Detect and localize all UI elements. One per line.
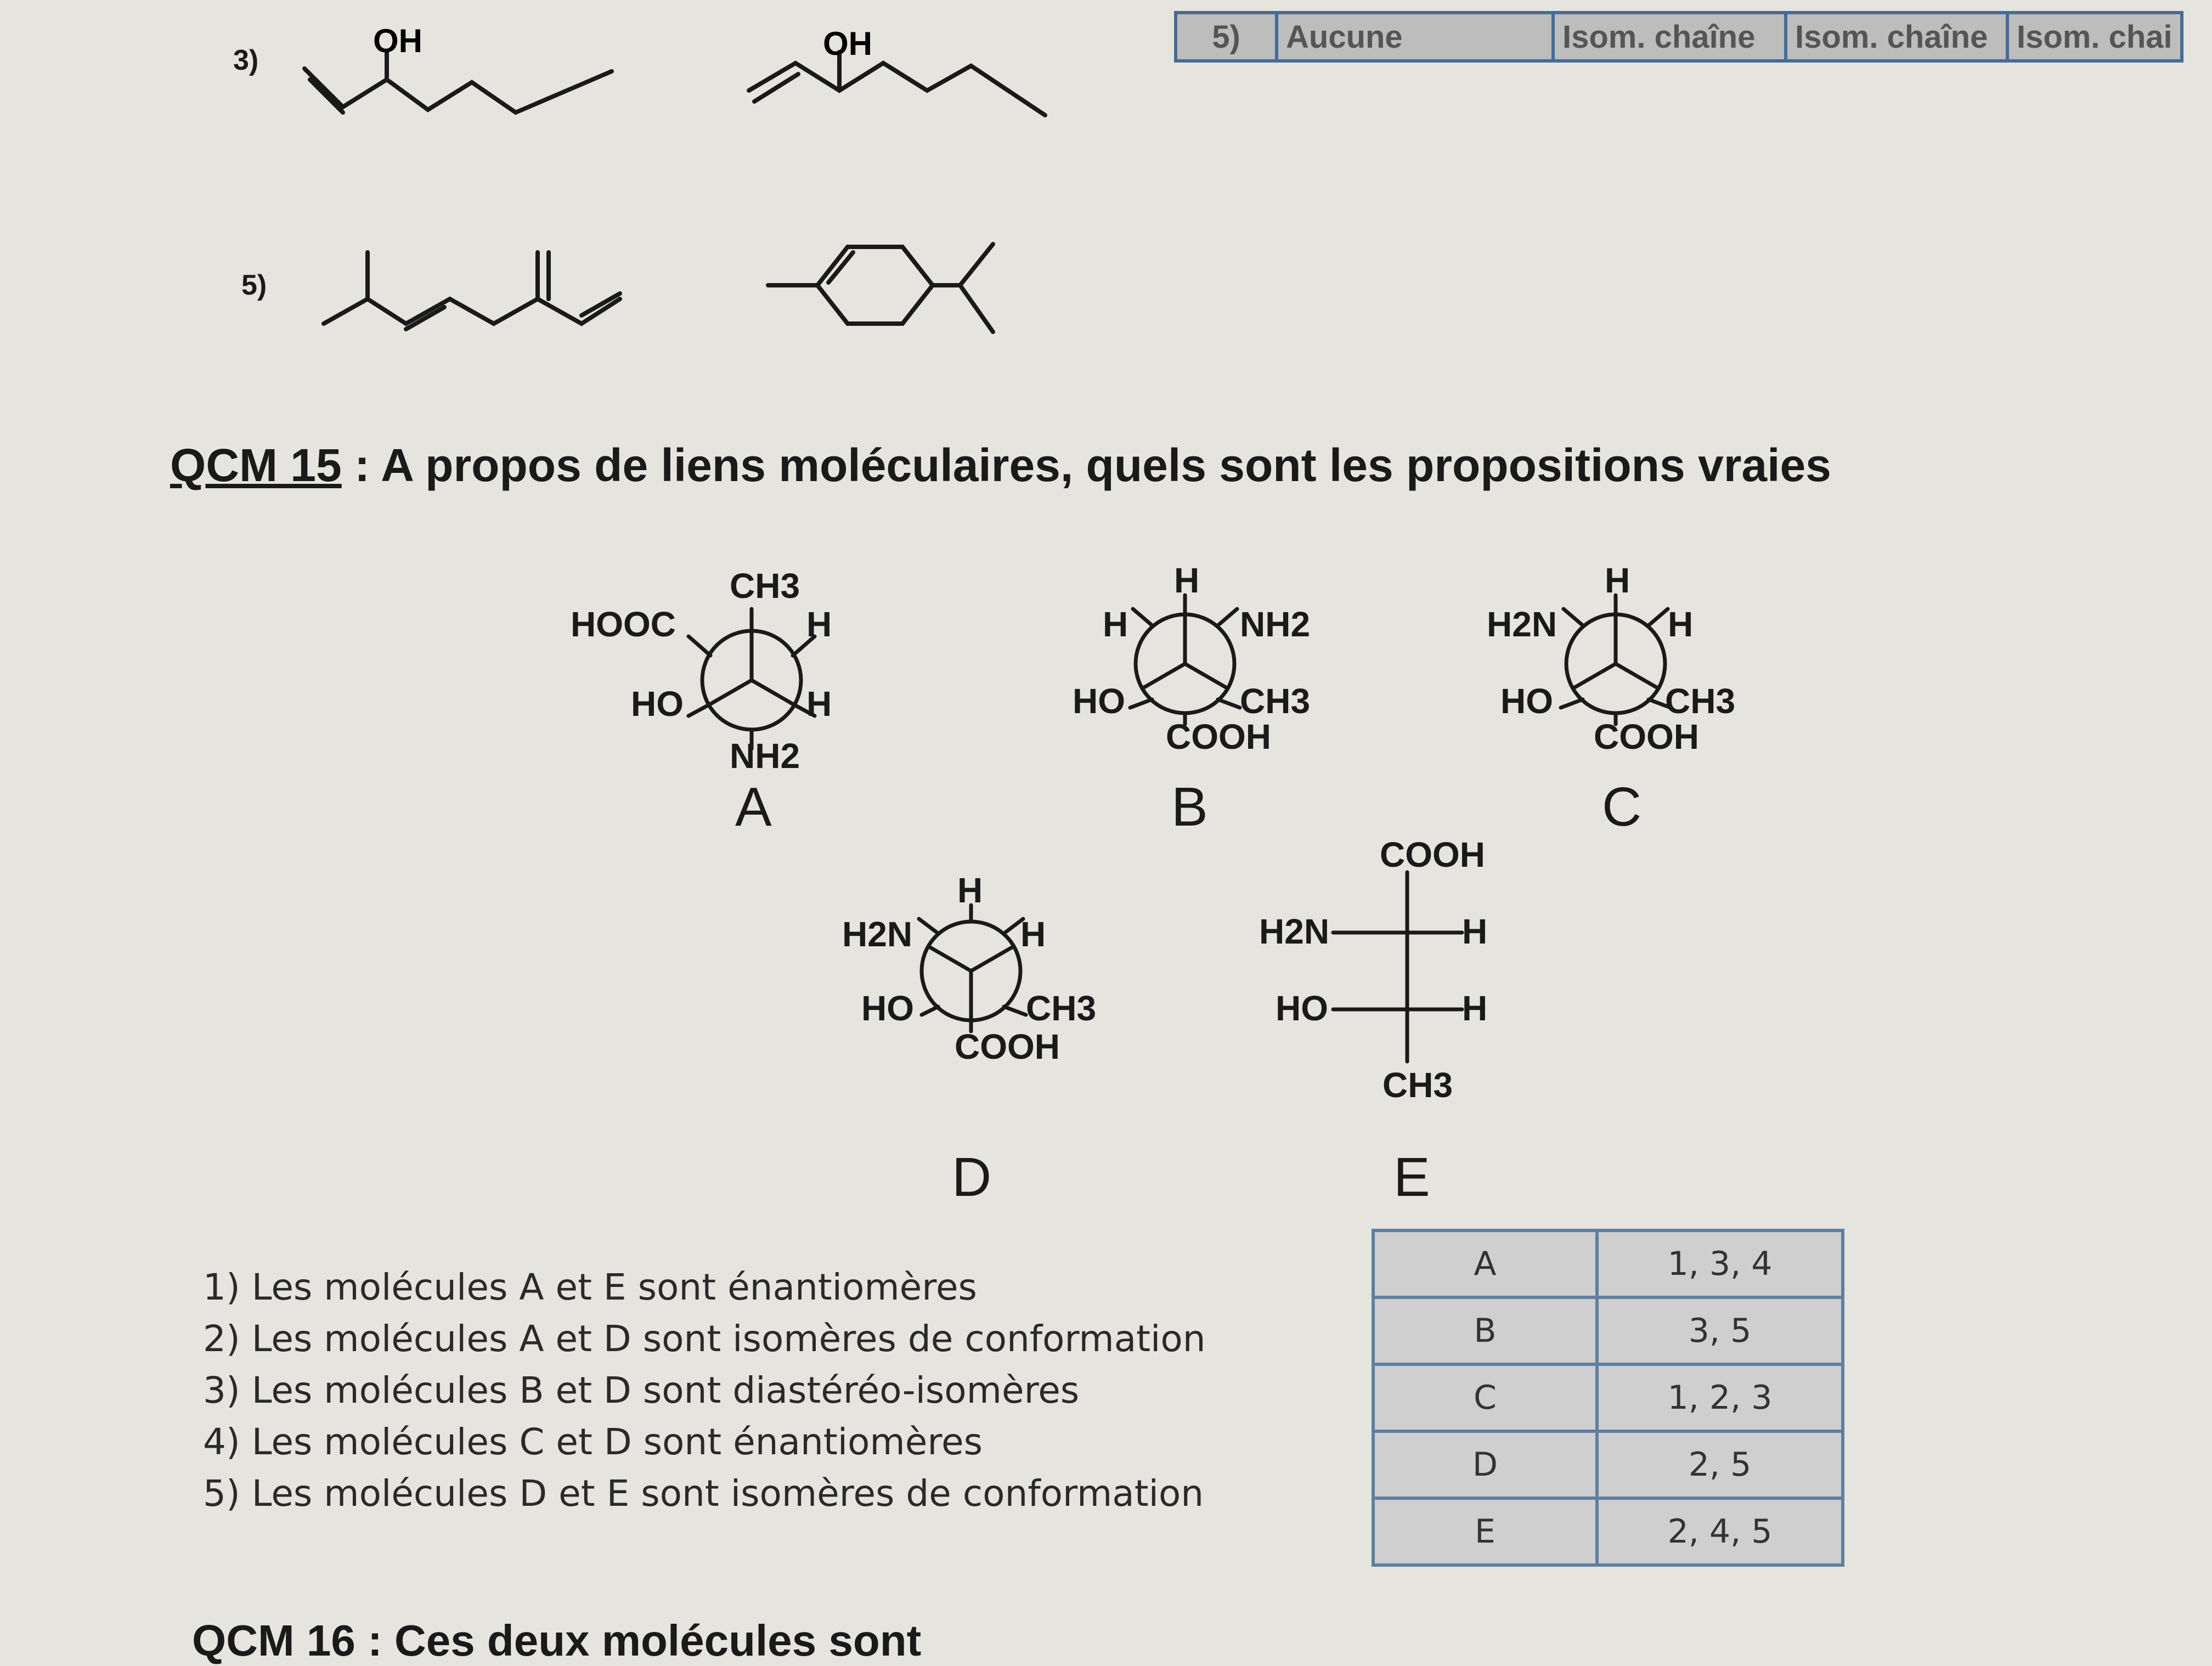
answer-key: A: [1373, 1230, 1597, 1297]
oh-label: OH: [373, 22, 422, 59]
substituent-label: H: [1020, 914, 1046, 954]
molecule-label: B: [1171, 776, 1208, 838]
substituent-label: HO: [1276, 989, 1328, 1028]
substituent-label: H: [1605, 561, 1630, 600]
substituent-label: COOH: [1166, 717, 1271, 756]
substituent-label: HOOC: [571, 605, 676, 644]
table-row: [1373, 1498, 1843, 1565]
substituent-label: COOH: [955, 1027, 1060, 1066]
previous-answer-row-label: 5): [1176, 13, 1277, 61]
substituent-label: H2N: [1487, 605, 1558, 644]
answer-value: 2, 4, 5: [1597, 1498, 1843, 1565]
previous-answer-cell: Aucune: [1277, 13, 1553, 61]
table-row: [1373, 1297, 1843, 1364]
question-number: QCM 15: [170, 439, 342, 491]
molecule-label: E: [1393, 1147, 1430, 1208]
substituent-label: H: [1103, 605, 1128, 644]
substituent-label: CH3: [1665, 681, 1736, 721]
substituent-label: H2N: [1259, 912, 1330, 951]
proposition-item: 2) Les molécules A et D sont isomères de conformation: [203, 1318, 1206, 1360]
answer-table: [1372, 1229, 1844, 1567]
previous-answer-cell: Isom. chaîne: [1786, 13, 2007, 61]
oh-label: OH: [823, 25, 872, 62]
next-question-title: QCM 16 : Ces deux molécules sont: [192, 1616, 922, 1665]
substituent-label: H: [1462, 912, 1488, 951]
table-row: [1373, 1364, 1843, 1431]
table-row: [1373, 1431, 1843, 1498]
substituent-label: HO: [631, 684, 684, 724]
previous-answer-cell: Isom. chaîne: [1553, 13, 1786, 61]
item-5-label: 5): [241, 269, 267, 301]
substituent-label: H: [1462, 989, 1488, 1028]
substituent-label: HO: [1073, 681, 1125, 721]
substituent-label: H2N: [842, 914, 913, 954]
answer-value: 3, 5: [1597, 1297, 1843, 1364]
answer-key: C: [1373, 1364, 1597, 1431]
substituent-label: CH3: [730, 566, 800, 606]
substituent-label: H: [1174, 561, 1200, 600]
substituent-label: CH3: [1240, 681, 1311, 721]
proposition-item: 5) Les molécules D et E sont isomères de conformation: [203, 1472, 1204, 1515]
substituent-label: NH2: [730, 736, 800, 776]
answer-key: E: [1373, 1498, 1597, 1565]
substituent-label: H: [957, 871, 983, 910]
table-row: [1373, 1230, 1843, 1297]
item-3-label: 3): [233, 44, 259, 76]
proposition-list: [203, 1262, 1206, 1520]
proposition-item: 1) Les molécules A et E sont énantiomères: [203, 1266, 977, 1308]
substituent-label: H: [806, 605, 832, 644]
proposition-item: 4) Les molécules C et D sont énantiomères: [203, 1421, 983, 1463]
molecule-label: C: [1602, 776, 1642, 838]
substituent-label: COOH: [1594, 717, 1699, 756]
question-text: : A propos de liens moléculaires, quels sont les propositions vraies: [341, 439, 1831, 491]
substituent-label: HO: [861, 989, 914, 1028]
molecule-label: A: [735, 776, 772, 838]
substituent-label: NH2: [1240, 605, 1311, 644]
answer-key: B: [1373, 1297, 1597, 1364]
answer-value: 1, 3, 4: [1597, 1230, 1843, 1297]
previous-answer-cell: Isom. chai: [2007, 13, 2182, 61]
answer-value: 1, 2, 3: [1597, 1364, 1843, 1431]
answer-key: D: [1373, 1431, 1597, 1498]
substituent-label: H: [806, 684, 832, 724]
proposition-item: 3) Les molécules B et D sont diastéréo-isomères: [203, 1369, 1080, 1411]
answer-value: 2, 5: [1597, 1431, 1843, 1498]
substituent-label: CH3: [1026, 989, 1097, 1028]
substituent-label: CH3: [1383, 1065, 1453, 1105]
substituent-label: H: [1668, 605, 1694, 644]
substituent-label: COOH: [1380, 835, 1485, 874]
substituent-label: HO: [1500, 681, 1553, 721]
molecule-label: D: [952, 1147, 992, 1208]
